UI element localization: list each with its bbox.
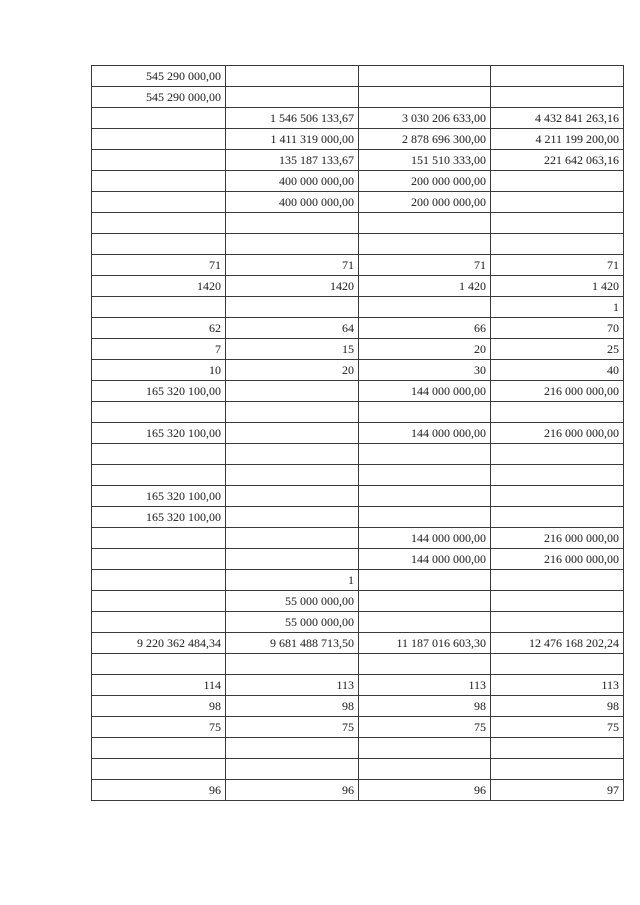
table-row	[92, 570, 624, 591]
table-cell-col4: 71	[491, 255, 624, 276]
table-cell-col2	[226, 402, 359, 423]
table-cell-col2: 71	[226, 255, 359, 276]
table-cell-col2	[226, 444, 359, 465]
table-row	[92, 213, 624, 234]
table-cell-col1: 7	[92, 339, 226, 360]
table-row	[92, 108, 624, 129]
table-cell-col1: 545 290 000,00	[92, 87, 226, 108]
table-row	[92, 507, 624, 528]
table-cell-col1	[92, 444, 226, 465]
table-cell-col1	[92, 108, 226, 129]
table-cell-col3: 151 510 333,00	[359, 150, 491, 171]
table-row	[92, 717, 624, 738]
table-cell-col1	[92, 549, 226, 570]
table-cell-col4: 4 211 199 200,00	[491, 129, 624, 150]
table-cell-col1	[92, 570, 226, 591]
table-cell-col4	[491, 654, 624, 675]
table-cell-col3: 11 187 016 603,30	[359, 633, 491, 654]
table-cell-col3	[359, 654, 491, 675]
table-cell-col3: 144 000 000,00	[359, 528, 491, 549]
table-cell-col3	[359, 591, 491, 612]
table-cell-col4	[491, 444, 624, 465]
table-row	[92, 675, 624, 696]
table-cell-col4: 12 476 168 202,24	[491, 633, 624, 654]
table-cell-col2	[226, 549, 359, 570]
table-cell-col3: 2 878 696 300,00	[359, 129, 491, 150]
table-cell-col3	[359, 612, 491, 633]
table-cell-col2: 1 411 319 000,00	[226, 129, 359, 150]
table-cell-col4: 70	[491, 318, 624, 339]
table-cell-col1	[92, 612, 226, 633]
table-cell-col1	[92, 402, 226, 423]
table-cell-col1: 545 290 000,00	[92, 66, 226, 87]
table-cell-col4: 1	[491, 297, 624, 318]
table-row	[92, 297, 624, 318]
table-cell-col4	[491, 402, 624, 423]
table-cell-col4	[491, 213, 624, 234]
table-cell-col1	[92, 465, 226, 486]
financial-table-page	[91, 65, 623, 801]
table-cell-col2	[226, 486, 359, 507]
table-cell-col2: 15	[226, 339, 359, 360]
table-cell-col3: 113	[359, 675, 491, 696]
table-cell-col1: 96	[92, 780, 226, 801]
table-cell-col2: 400 000 000,00	[226, 192, 359, 213]
table-cell-col3: 20	[359, 339, 491, 360]
table-cell-col2	[226, 465, 359, 486]
table-cell-col2: 55 000 000,00	[226, 591, 359, 612]
table-cell-col4: 97	[491, 780, 624, 801]
table-cell-col2: 64	[226, 318, 359, 339]
table-cell-col4	[491, 738, 624, 759]
table-cell-col4: 25	[491, 339, 624, 360]
table-row	[92, 696, 624, 717]
table-row	[92, 444, 624, 465]
table-cell-col2: 1 546 506 133,67	[226, 108, 359, 129]
table-cell-col1: 9 220 362 484,34	[92, 633, 226, 654]
table-cell-col1	[92, 192, 226, 213]
table-cell-col3	[359, 486, 491, 507]
table-cell-col1	[92, 234, 226, 255]
table-cell-col3	[359, 444, 491, 465]
table-row	[92, 66, 624, 87]
table-row	[92, 150, 624, 171]
table-cell-col4	[491, 192, 624, 213]
table-cell-col1: 165 320 100,00	[92, 507, 226, 528]
table-body	[92, 66, 624, 801]
table-cell-col2: 55 000 000,00	[226, 612, 359, 633]
table-cell-col3	[359, 507, 491, 528]
table-cell-col3	[359, 87, 491, 108]
table-cell-col1	[92, 738, 226, 759]
table-cell-col1	[92, 150, 226, 171]
table-cell-col2	[226, 297, 359, 318]
table-cell-col2: 1	[226, 570, 359, 591]
table-cell-col4	[491, 570, 624, 591]
table-cell-col4	[491, 759, 624, 780]
table-cell-col2	[226, 423, 359, 444]
table-row	[92, 612, 624, 633]
table-row	[92, 360, 624, 381]
table-cell-col1	[92, 759, 226, 780]
table-cell-col2: 20	[226, 360, 359, 381]
table-cell-col3: 1 420	[359, 276, 491, 297]
table-row	[92, 234, 624, 255]
table-cell-col4	[491, 465, 624, 486]
table-cell-col1	[92, 297, 226, 318]
table-cell-col4	[491, 591, 624, 612]
table-cell-col2	[226, 66, 359, 87]
table-cell-col4	[491, 66, 624, 87]
table-cell-col3: 75	[359, 717, 491, 738]
table-cell-col4: 113	[491, 675, 624, 696]
table-cell-col1: 75	[92, 717, 226, 738]
table-cell-col3: 96	[359, 780, 491, 801]
table-cell-col2: 75	[226, 717, 359, 738]
table-cell-col2	[226, 234, 359, 255]
table-cell-col3	[359, 213, 491, 234]
table-cell-col1: 71	[92, 255, 226, 276]
table-cell-col3: 144 000 000,00	[359, 381, 491, 402]
table-row	[92, 528, 624, 549]
table-cell-col4	[491, 87, 624, 108]
table-row	[92, 381, 624, 402]
table-row	[92, 465, 624, 486]
table-cell-col1	[92, 129, 226, 150]
table-cell-col3	[359, 738, 491, 759]
table-cell-col3: 144 000 000,00	[359, 549, 491, 570]
table-cell-col4: 75	[491, 717, 624, 738]
table-cell-col1: 98	[92, 696, 226, 717]
table-cell-col1: 114	[92, 675, 226, 696]
table-cell-col2	[226, 759, 359, 780]
table-row	[92, 738, 624, 759]
table-row	[92, 654, 624, 675]
table-cell-col1	[92, 654, 226, 675]
table-cell-col4: 216 000 000,00	[491, 549, 624, 570]
table-cell-col3	[359, 66, 491, 87]
table-cell-col2: 96	[226, 780, 359, 801]
table-cell-col4	[491, 486, 624, 507]
table-cell-col3	[359, 570, 491, 591]
table-cell-col1: 1420	[92, 276, 226, 297]
table-row	[92, 339, 624, 360]
table-row	[92, 255, 624, 276]
table-cell-col4	[491, 234, 624, 255]
table-cell-col4: 1 420	[491, 276, 624, 297]
table-row	[92, 423, 624, 444]
table-cell-col4: 216 000 000,00	[491, 528, 624, 549]
table-cell-col2	[226, 507, 359, 528]
table-row	[92, 759, 624, 780]
table-cell-col2	[226, 654, 359, 675]
table-cell-col2	[226, 528, 359, 549]
table-cell-col3	[359, 297, 491, 318]
table-cell-col4: 221 642 063,16	[491, 150, 624, 171]
table-row	[92, 402, 624, 423]
table-cell-col2: 9 681 488 713,50	[226, 633, 359, 654]
table-row	[92, 192, 624, 213]
table-cell-col2	[226, 381, 359, 402]
table-cell-col1: 10	[92, 360, 226, 381]
table-cell-col1	[92, 213, 226, 234]
table-cell-col3	[359, 402, 491, 423]
table-cell-col4	[491, 171, 624, 192]
table-cell-col3: 66	[359, 318, 491, 339]
table-row	[92, 171, 624, 192]
table-row	[92, 549, 624, 570]
table-cell-col2: 1420	[226, 276, 359, 297]
table-cell-col3: 71	[359, 255, 491, 276]
table-cell-col2	[226, 213, 359, 234]
financial-data-table	[91, 65, 624, 801]
table-cell-col4	[491, 612, 624, 633]
table-row	[92, 486, 624, 507]
table-cell-col2: 98	[226, 696, 359, 717]
table-cell-col2: 400 000 000,00	[226, 171, 359, 192]
table-row	[92, 591, 624, 612]
table-cell-col1	[92, 591, 226, 612]
table-cell-col4: 216 000 000,00	[491, 423, 624, 444]
table-cell-col1: 165 320 100,00	[92, 381, 226, 402]
table-cell-col4	[491, 507, 624, 528]
table-cell-col4: 4 432 841 263,16	[491, 108, 624, 129]
table-cell-col4: 98	[491, 696, 624, 717]
table-cell-col1: 62	[92, 318, 226, 339]
table-cell-col1: 165 320 100,00	[92, 486, 226, 507]
table-cell-col3	[359, 234, 491, 255]
table-cell-col3: 200 000 000,00	[359, 171, 491, 192]
table-cell-col1: 165 320 100,00	[92, 423, 226, 444]
table-row	[92, 276, 624, 297]
table-cell-col2: 113	[226, 675, 359, 696]
table-cell-col3: 3 030 206 633,00	[359, 108, 491, 129]
table-row	[92, 633, 624, 654]
table-cell-col2	[226, 738, 359, 759]
table-cell-col3: 30	[359, 360, 491, 381]
table-cell-col3	[359, 465, 491, 486]
table-row	[92, 780, 624, 801]
table-row	[92, 129, 624, 150]
table-cell-col1	[92, 528, 226, 549]
table-cell-col4: 216 000 000,00	[491, 381, 624, 402]
table-cell-col2	[226, 87, 359, 108]
table-cell-col2: 135 187 133,67	[226, 150, 359, 171]
table-cell-col1	[92, 171, 226, 192]
table-cell-col4: 40	[491, 360, 624, 381]
table-row	[92, 87, 624, 108]
table-row	[92, 318, 624, 339]
table-cell-col3: 144 000 000,00	[359, 423, 491, 444]
table-cell-col3: 200 000 000,00	[359, 192, 491, 213]
table-cell-col3: 98	[359, 696, 491, 717]
table-cell-col3	[359, 759, 491, 780]
